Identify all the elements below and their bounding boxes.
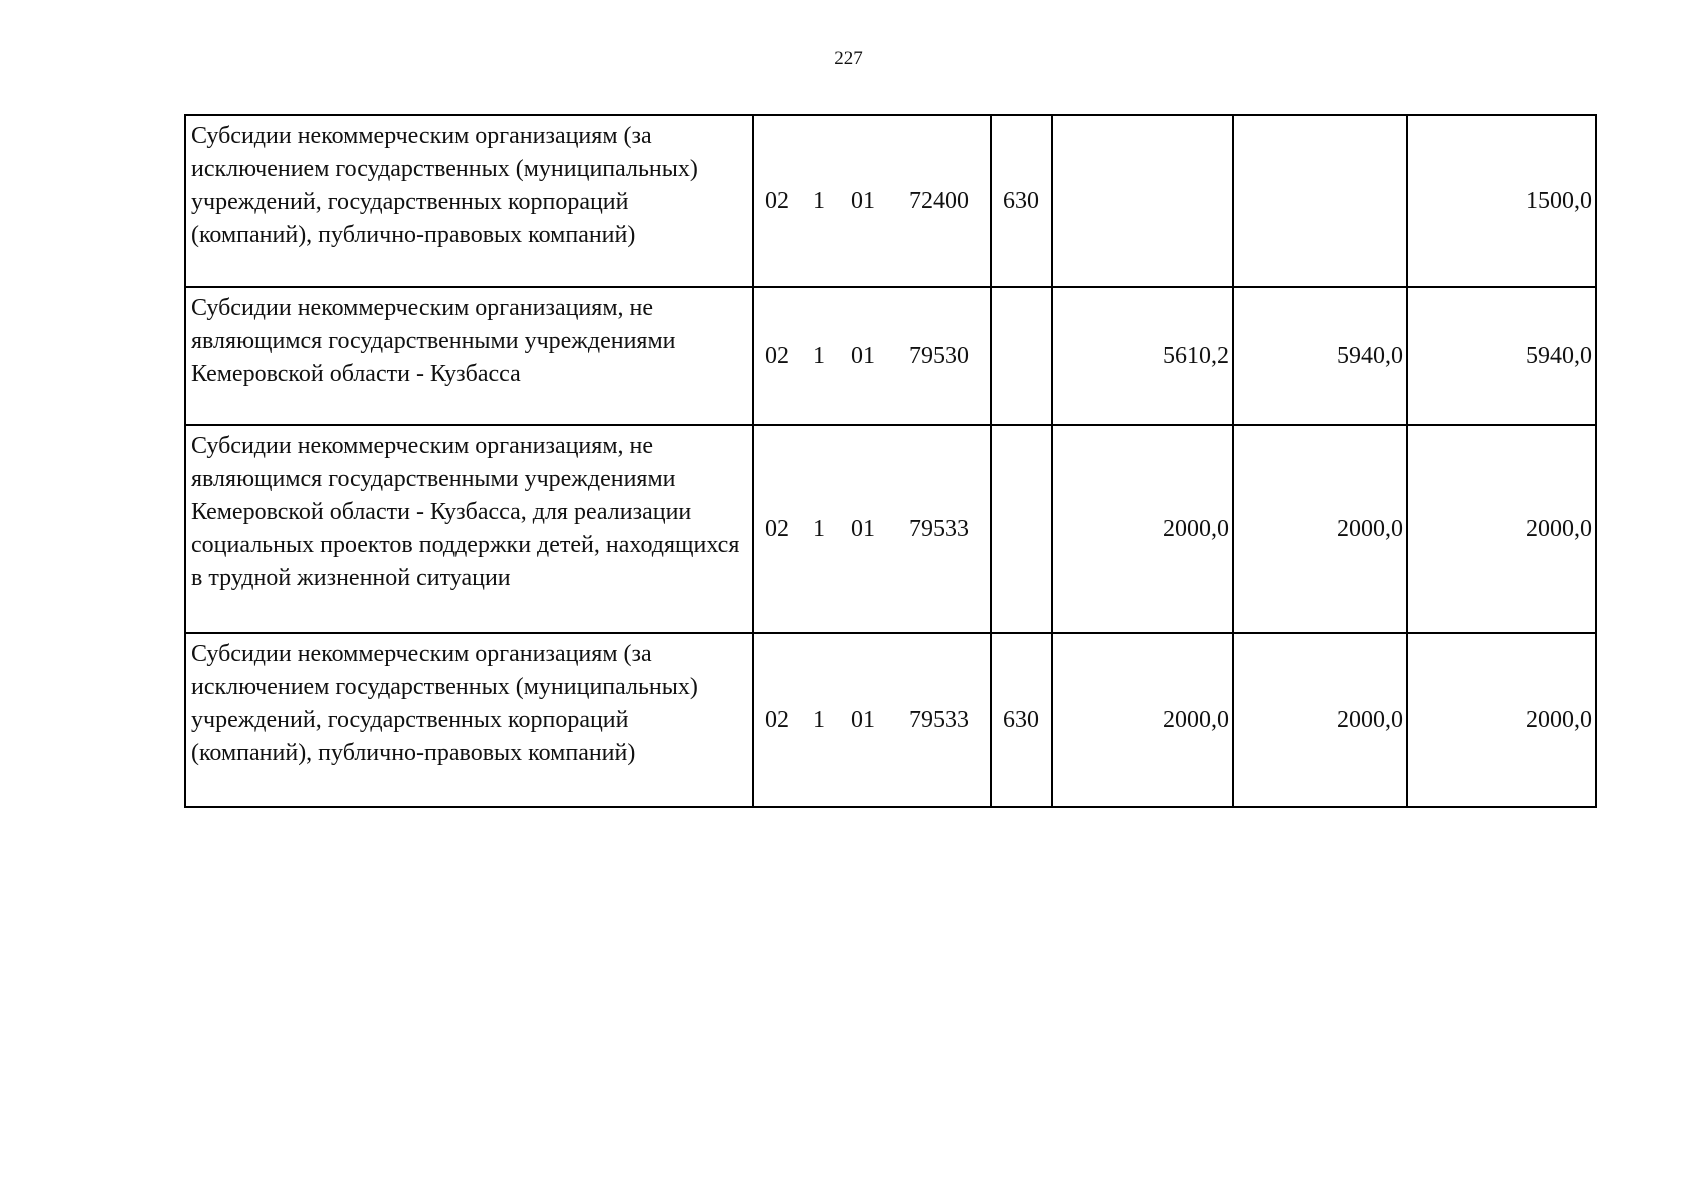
direction-code: 79533	[909, 515, 969, 542]
program-code: 02	[765, 187, 789, 214]
direction-code: 72400	[909, 187, 969, 214]
target-code-cell	[753, 115, 991, 287]
page-number: 227	[834, 48, 863, 69]
row-description: Субсидии некоммерческим организациям, не являющимся государственными учреждениями Кемеровской области - Кузбасса, для реализации социальных проектов поддержки детей, находящихся в трудной жизненной ситуации	[185, 425, 753, 633]
amount-year-3: 2000,0	[1407, 633, 1596, 807]
event-code: 01	[851, 706, 875, 733]
amount-year-3: 5940,0	[1407, 287, 1596, 425]
event-code: 01	[851, 515, 875, 542]
amount-year-2: 2000,0	[1233, 425, 1407, 633]
row-description: Субсидии некоммерческим организациям (за исключением государственных (муниципальных) учреждений, государственных корпораций (компаний), публично-правовых компаний)	[185, 115, 753, 287]
subprogram-code: 1	[813, 515, 825, 542]
table-row	[185, 633, 1596, 807]
amount-year-2: 5940,0	[1233, 287, 1407, 425]
amount-year-1: 5610,2	[1052, 287, 1233, 425]
amount-year-1	[1052, 115, 1233, 287]
expense-type-code	[991, 287, 1052, 425]
amount-year-2	[1233, 115, 1407, 287]
amount-year-1: 2000,0	[1052, 633, 1233, 807]
table-row	[185, 425, 1596, 633]
event-code: 01	[851, 187, 875, 214]
amount-year-2: 2000,0	[1233, 633, 1407, 807]
budget-table	[184, 114, 1597, 808]
event-code: 01	[851, 342, 875, 369]
expense-type-code: 630	[991, 633, 1052, 807]
program-code: 02	[765, 515, 789, 542]
program-code: 02	[765, 342, 789, 369]
subprogram-code: 1	[813, 187, 825, 214]
target-code-cell	[753, 633, 991, 807]
direction-code: 79530	[909, 342, 969, 369]
subprogram-code: 1	[813, 706, 825, 733]
expense-type-code: 630	[991, 115, 1052, 287]
direction-code: 79533	[909, 706, 969, 733]
expense-type-code	[991, 425, 1052, 633]
amount-year-1: 2000,0	[1052, 425, 1233, 633]
subprogram-code: 1	[813, 342, 825, 369]
program-code: 02	[765, 706, 789, 733]
row-description: Субсидии некоммерческим организациям (за исключением государственных (муниципальных) учреждений, государственных корпораций (компаний), публично-правовых компаний)	[185, 633, 753, 807]
amount-year-3: 1500,0	[1407, 115, 1596, 287]
table-row	[185, 287, 1596, 425]
target-code-cell	[753, 287, 991, 425]
row-description: Субсидии некоммерческим организациям, не являющимся государственными учреждениями Кемеровской области - Кузбасса	[185, 287, 753, 425]
table-row	[185, 115, 1596, 287]
target-code-cell	[753, 425, 991, 633]
amount-year-3: 2000,0	[1407, 425, 1596, 633]
